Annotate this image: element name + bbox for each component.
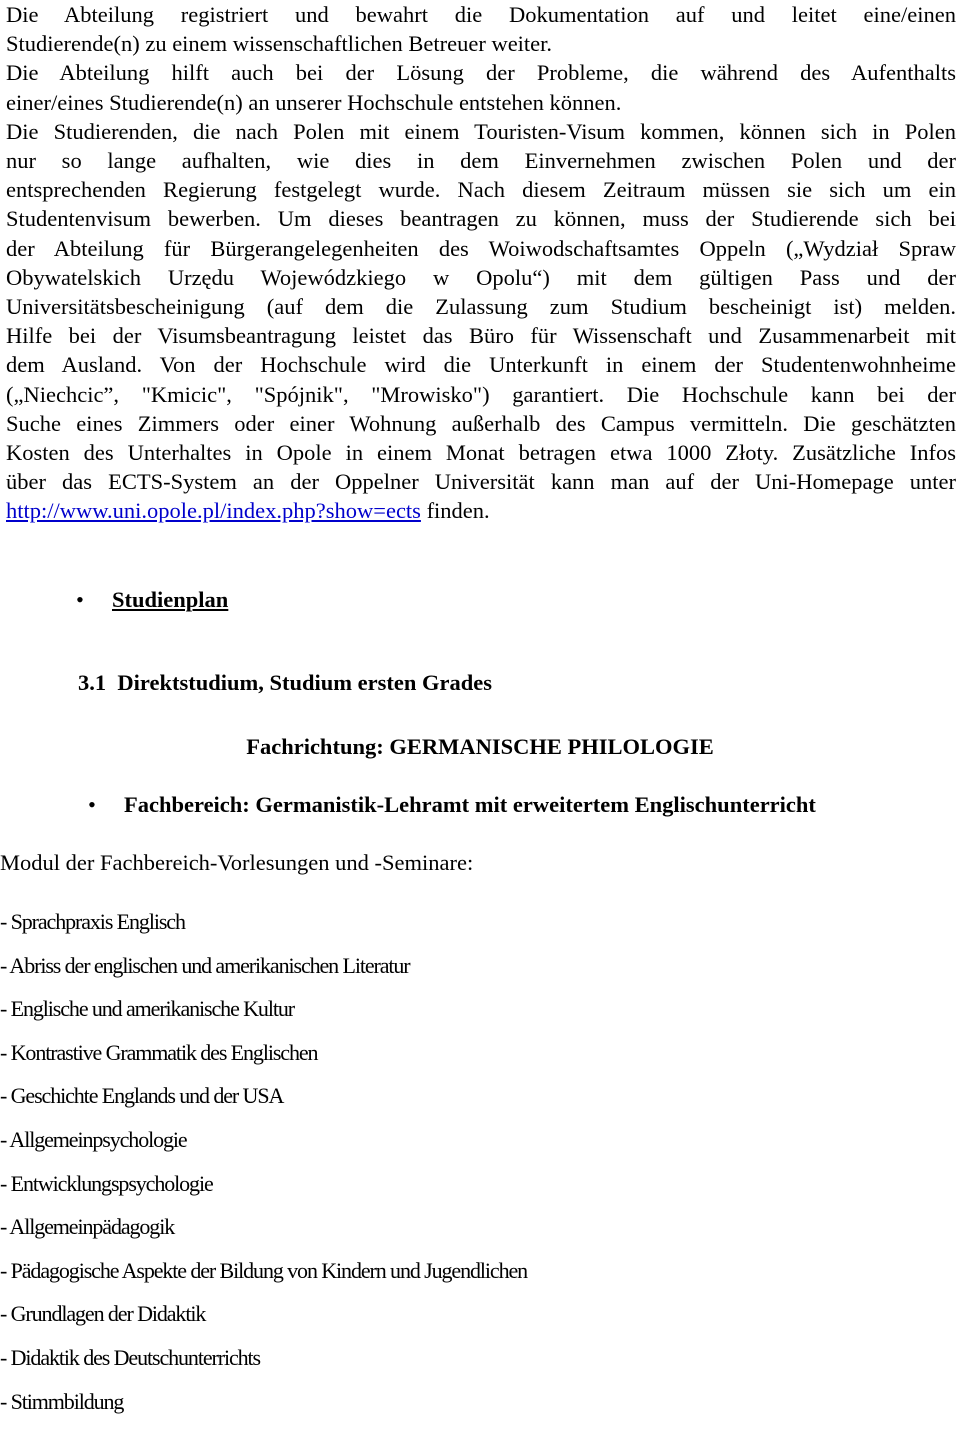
subsection-heading: 3.1 Direktstudium, Studium ersten Grades [78,670,492,695]
intro-line: Die Abteilung hilft auch bei der Lösung der Probleme, die während des Aufenthalts [6,60,956,86]
bullet-icon: • [76,587,84,612]
list-item: - Stimmbildung [0,1388,124,1414]
fachrichtung-heading: Fachrichtung: GERMANISCHE PHILOLOGIE [246,734,714,759]
list-item: - Kontrastive Grammatik des Englischen [0,1039,318,1065]
section-heading-text: Studienplan [112,587,229,612]
list-item: - Entwicklungspsychologie [0,1170,213,1196]
intro-line: Studentenvisum bewerben. Um dieses beantragen zu können, muss der Studierende sich bei [6,206,956,232]
modul-heading: Modul der Fachbereich-Vorlesungen und -Seminare: [0,850,474,875]
list-item: - Geschichte Englands und der USA [0,1083,284,1109]
intro-line: Kosten des Unterhaltes in Opole in einem Monat betragen etwa 1000 Złoty. Zusätzliche Infos [6,440,956,466]
intro-line: der Abteilung für Bürgerangelegenheiten des Woiwodschaftsamtes Oppeln („Wydział Spraw [6,235,956,261]
course-list [0,907,527,1430]
fachbereich-text: Fachbereich: Germanistik-Lehramt mit erweitertem Englischunterricht [124,792,816,817]
intro-line: einer/eines Studierende(n) an unserer Hochschule entstehen können. [6,89,622,115]
intro-line: entsprechenden Regierung festgelegt wurde. Nach diesem Zeitraum müssen sie sich um ein [6,177,956,203]
intro-line: Die Abteilung registriert und bewahrt die Dokumentation auf und leitet eine/einen [6,2,956,27]
fachbereich-heading [88,792,816,818]
intro-line: nur so lange aufhalten, wie dies in dem Einvernehmen zwischen Polen und der [6,148,956,174]
intro-line: Suche eines Zimmers oder einer Wohnung außerhalb des Campus vermitteln. Die geschätzten [6,410,956,436]
ects-link[interactable]: http://www.uni.opole.pl/index.php?show=ects [6,498,421,524]
intro-line: Hilfe bei der Visumsbeantragung leistet das Büro für Wissenschaft und Zusammenarbeit mit [6,323,956,349]
intro-line: über das ECTS-System an der Oppelner Universität kann man auf der Uni-Homepage unter [6,469,956,495]
list-item: - Abriss der englischen und amerikanischen Literatur [0,952,410,978]
intro-line: Die Studierenden, die nach Polen mit einem Touristen-Visum kommen, können sich in Polen [6,118,956,144]
list-item: - Allgemeinpsychologie [0,1126,187,1152]
list-item: - Allgemeinpädagogik [0,1214,175,1240]
intro-line: dem Ausland. Von der Hochschule wird die Unterkunft in einem der Studentenwohnheime [6,352,956,378]
list-item: - Grundlagen der Didaktik [0,1301,206,1327]
intro-line: Obywatelskich Urzędu Wojewódzkiego w Opolu“) mit dem gültigen Pass und der [6,264,956,290]
list-item: - Didaktik des Deutschunterrichts [0,1344,261,1370]
intro-paragraphs [6,0,956,526]
intro-line: Studierende(n) zu einem wissenschaftlichen Betreuer weiter. [6,31,553,57]
list-item: - Pädagogische Aspekte der Bildung von Kindern und Jugendlichen [0,1257,528,1283]
section-heading [76,587,228,613]
list-item: - Englische und amerikanische Kultur [0,996,294,1022]
intro-line: („Niechcic”, "Kmicic", "Spójnik", "Mrowisko") garantiert. Die Hochschule kann bei der [6,381,956,407]
document-page [6,0,956,526]
list-item: - Sprachpraxis Englisch [0,909,185,934]
link-suffix: finden. [420,498,490,524]
bullet-icon: • [88,792,96,817]
intro-last-line [6,496,956,525]
intro-line: Universitätsbescheinigung (auf dem die Zulassung zum Studium bescheinigt ist) melden. [6,294,956,320]
